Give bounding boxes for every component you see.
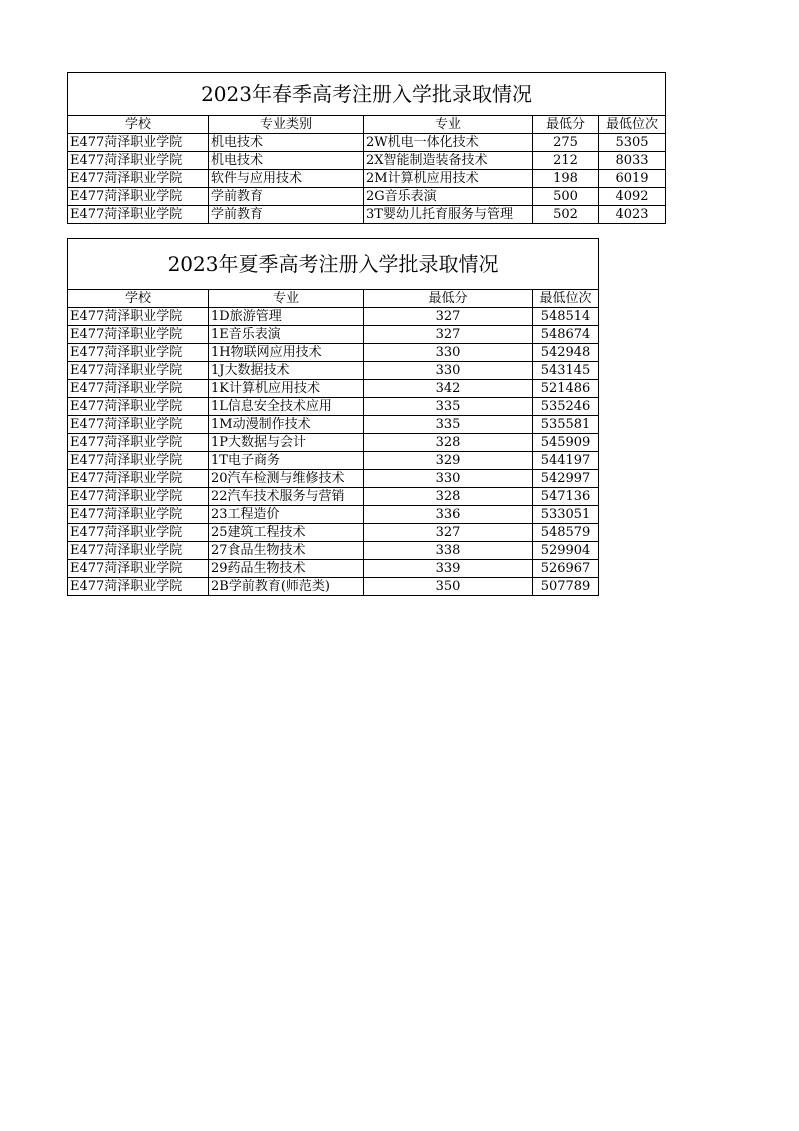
cell-min-rank: 535581 (533, 416, 599, 434)
cell-min-score: 335 (364, 398, 533, 416)
cell-major: 1D旅游管理 (209, 308, 364, 326)
cell-min-rank: 5305 (599, 134, 666, 152)
cell-major: 1E音乐表演 (209, 326, 364, 344)
table-row (68, 326, 599, 344)
cell-min-score: 328 (364, 434, 533, 452)
cell-school: E477菏泽职业学院 (68, 170, 209, 188)
cell-major: 2M计算机应用技术 (364, 170, 533, 188)
spring-title-row (68, 73, 666, 116)
cell-min-rank: 547136 (533, 488, 599, 506)
cell-school: E477菏泽职业学院 (68, 416, 209, 434)
cell-min-rank: 533051 (533, 506, 599, 524)
table-row (68, 188, 666, 206)
cell-min-rank: 526967 (533, 560, 599, 578)
cell-major: 2B学前教育(师范类) (209, 578, 364, 596)
cell-school: E477菏泽职业学院 (68, 326, 209, 344)
table-row (68, 398, 599, 416)
cell-min-score: 328 (364, 488, 533, 506)
spring-header-category: 专业类别 (209, 116, 364, 134)
cell-school: E477菏泽职业学院 (68, 362, 209, 380)
summer-header-min-score: 最低分 (364, 290, 533, 308)
table-row (68, 152, 666, 170)
spring-table-body (68, 134, 666, 224)
cell-min-rank: 507789 (533, 578, 599, 596)
cell-school: E477菏泽职业学院 (68, 578, 209, 596)
cell-min-score: 335 (364, 416, 533, 434)
cell-major: 1M动漫制作技术 (209, 416, 364, 434)
cell-min-rank: 548579 (533, 524, 599, 542)
cell-min-rank: 542948 (533, 344, 599, 362)
cell-min-score: 500 (533, 188, 599, 206)
summer-header-major: 专业 (209, 290, 364, 308)
table-row (68, 470, 599, 488)
cell-min-rank: 4092 (599, 188, 666, 206)
cell-min-score: 198 (533, 170, 599, 188)
cell-category: 机电技术 (209, 152, 364, 170)
cell-school: E477菏泽职业学院 (68, 344, 209, 362)
table-row (68, 308, 599, 326)
cell-school: E477菏泽职业学院 (68, 524, 209, 542)
cell-min-rank: 544197 (533, 452, 599, 470)
summer-header-school: 学校 (68, 290, 209, 308)
summer-table-body (68, 308, 599, 596)
cell-major: 2W机电一体化技术 (364, 134, 533, 152)
cell-min-score: 212 (533, 152, 599, 170)
summer-header-row (68, 290, 599, 308)
cell-major: 27食品生物技术 (209, 542, 364, 560)
cell-major: 1K计算机应用技术 (209, 380, 364, 398)
cell-min-score: 338 (364, 542, 533, 560)
cell-min-rank: 548514 (533, 308, 599, 326)
cell-major: 25建筑工程技术 (209, 524, 364, 542)
cell-min-rank: 529904 (533, 542, 599, 560)
table-row (68, 524, 599, 542)
cell-school: E477菏泽职业学院 (68, 560, 209, 578)
cell-school: E477菏泽职业学院 (68, 134, 209, 152)
cell-min-score: 327 (364, 326, 533, 344)
cell-school: E477菏泽职业学院 (68, 398, 209, 416)
spring-table-title: 2023年春季高考注册入学批录取情况 (68, 73, 666, 116)
table-row (68, 542, 599, 560)
spring-header-min-rank: 最低位次 (599, 116, 666, 134)
cell-major: 3T婴幼儿托育服务与管理 (364, 206, 533, 224)
summer-header-min-rank: 最低位次 (533, 290, 599, 308)
cell-school: E477菏泽职业学院 (68, 380, 209, 398)
cell-school: E477菏泽职业学院 (68, 206, 209, 224)
cell-school: E477菏泽职业学院 (68, 308, 209, 326)
cell-min-score: 350 (364, 578, 533, 596)
cell-min-score: 329 (364, 452, 533, 470)
cell-major: 2X智能制造装备技术 (364, 152, 533, 170)
table-row (68, 134, 666, 152)
cell-min-rank: 521486 (533, 380, 599, 398)
cell-min-score: 336 (364, 506, 533, 524)
spring-header-major: 专业 (364, 116, 533, 134)
cell-school: E477菏泽职业学院 (68, 488, 209, 506)
table-row (68, 206, 666, 224)
cell-min-score: 339 (364, 560, 533, 578)
cell-major: 2G音乐表演 (364, 188, 533, 206)
cell-min-score: 330 (364, 362, 533, 380)
cell-min-rank: 535246 (533, 398, 599, 416)
table-row (68, 560, 599, 578)
cell-major: 23工程造价 (209, 506, 364, 524)
table-row (68, 344, 599, 362)
cell-min-score: 327 (364, 524, 533, 542)
cell-min-score: 275 (533, 134, 599, 152)
cell-min-rank: 543145 (533, 362, 599, 380)
cell-min-rank: 4023 (599, 206, 666, 224)
cell-school: E477菏泽职业学院 (68, 506, 209, 524)
table-row (68, 434, 599, 452)
cell-school: E477菏泽职业学院 (68, 434, 209, 452)
spring-header-min-score: 最低分 (533, 116, 599, 134)
cell-category: 学前教育 (209, 188, 364, 206)
cell-school: E477菏泽职业学院 (68, 452, 209, 470)
cell-major: 1J大数据技术 (209, 362, 364, 380)
cell-category: 软件与应用技术 (209, 170, 364, 188)
cell-major: 29药品生物技术 (209, 560, 364, 578)
table-row (68, 506, 599, 524)
cell-school: E477菏泽职业学院 (68, 542, 209, 560)
cell-category: 机电技术 (209, 134, 364, 152)
spring-header-row (68, 116, 666, 134)
cell-major: 1P大数据与会计 (209, 434, 364, 452)
table-row (68, 380, 599, 398)
cell-min-rank: 542997 (533, 470, 599, 488)
cell-major: 1H物联网应用技术 (209, 344, 364, 362)
table-row (68, 362, 599, 380)
cell-min-score: 502 (533, 206, 599, 224)
table-row (68, 452, 599, 470)
cell-major: 20汽车检测与维修技术 (209, 470, 364, 488)
cell-category: 学前教育 (209, 206, 364, 224)
cell-min-rank: 545909 (533, 434, 599, 452)
cell-min-score: 330 (364, 344, 533, 362)
table-row (68, 488, 599, 506)
cell-school: E477菏泽职业学院 (68, 188, 209, 206)
cell-min-rank: 6019 (599, 170, 666, 188)
cell-school: E477菏泽职业学院 (68, 470, 209, 488)
cell-min-score: 327 (364, 308, 533, 326)
cell-min-rank: 548674 (533, 326, 599, 344)
table-row (68, 416, 599, 434)
cell-major: 1L信息安全技术应用 (209, 398, 364, 416)
cell-min-score: 342 (364, 380, 533, 398)
summer-table-title: 2023年夏季高考注册入学批录取情况 (68, 239, 599, 290)
summer-title-row (68, 239, 599, 290)
table-row (68, 170, 666, 188)
table-row (68, 578, 599, 596)
cell-major: 1T电子商务 (209, 452, 364, 470)
cell-school: E477菏泽职业学院 (68, 152, 209, 170)
cell-min-score: 330 (364, 470, 533, 488)
spring-admission-table (67, 72, 666, 224)
cell-major: 22汽车技术服务与营销 (209, 488, 364, 506)
spring-header-school: 学校 (68, 116, 209, 134)
cell-min-rank: 8033 (599, 152, 666, 170)
summer-admission-table (67, 238, 599, 596)
